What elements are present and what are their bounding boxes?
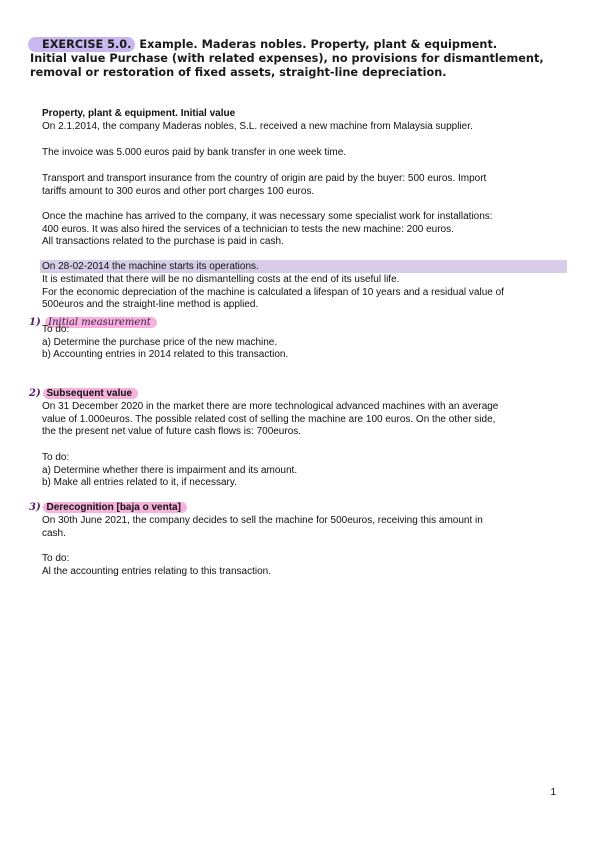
paragraph-5-line-1: It is estimated that there will be no dismantelling costs at the end of its useful life. <box>42 274 400 285</box>
part-1-item-b: b) Accounting entries in 2014 related to this transaction. <box>42 349 289 360</box>
part-3-header <box>29 502 187 515</box>
part-3-number: 3) <box>29 502 41 513</box>
paragraph-3 <box>42 173 568 198</box>
part-1-label: Initial measurement <box>45 317 157 328</box>
title-line-1 <box>30 38 575 52</box>
paragraph-3-line-1: Transport and transport insurance from the country of origin are paid by the buyer: 500 euros. Import <box>42 173 487 184</box>
paragraph-4-line-3: All transactions related to the purchase is paid in cash. <box>42 236 284 247</box>
title-highlight: EXERCISE 5.0. <box>28 37 135 52</box>
paragraph-4 <box>42 211 568 249</box>
part-3-item-a: Al the accounting entries relating to this transaction. <box>42 565 272 577</box>
part-3-label: Derecognition [baja o venta] <box>43 502 186 513</box>
paragraph-4-line-1: Once the machine has arrived to the company, it was necessary some specialist work for installations: <box>42 211 493 222</box>
paragraph-4-line-2: 400 euros. It was also hired the services of a technician to tests the new machine: 200 euros. <box>42 223 454 235</box>
paragraph-5 <box>42 274 568 312</box>
part-2-line-1: On 31 December 2020 in the market there are more technological advanced machines with an average <box>42 401 499 412</box>
exercise-title <box>30 38 575 80</box>
part-3-body <box>42 515 568 540</box>
title-line-2: Initial value Purchase (with related expenses), no provisions for dismantlement, <box>30 52 544 65</box>
section-heading: Property, plant & equipment. Initial value <box>42 108 236 119</box>
paragraph-5-line-3: 500euros and the straight-line method is applied. <box>42 299 259 310</box>
part-2-line-2: value of 1.000euros. The possible related cost of selling the machine are 100 euros. On the other side, <box>42 413 496 425</box>
paragraph-1: On 2.1.2014, the company Maderas nobles, S.L. received a new machine from Malaysia supplier. <box>42 121 473 132</box>
part-2-tasks <box>42 452 568 490</box>
part-2-todo: To do: <box>42 452 70 463</box>
part-2-line-3: the the present net value of future cash flows is: 700euros. <box>42 426 302 437</box>
page-number: 1 <box>550 787 556 798</box>
part-3-line-2: cash. <box>42 527 66 539</box>
title-line-3: removal or restoration of fixed assets, straight-line depreciation. <box>30 66 447 79</box>
paragraph-3-line-2: tariffs amount to 300 euros and other port charges 100 euros. <box>42 185 315 197</box>
part-2-body <box>42 401 568 439</box>
part-2-item-a: a) Determine whether there is impairment and its amount. <box>42 464 298 476</box>
part-3-todo: To do: <box>42 553 70 564</box>
part-1-todo: To do: <box>42 324 70 335</box>
title-line-1-rest: Example. Maderas nobles. Property, plant & equipment. <box>135 38 498 51</box>
part-1-body <box>42 324 568 362</box>
part-2-item-b: b) Make all entries related to it, if necessary. <box>42 477 237 488</box>
operations-start: On 28-02-2014 the machine starts its operations. <box>42 261 259 272</box>
part-2-label: Subsequent value <box>43 388 138 399</box>
part-2-header <box>29 388 138 401</box>
part-1-item-a: a) Determine the purchase price of the new machine. <box>42 336 278 348</box>
paragraph-2: The invoice was 5.000 euros paid by bank transfer in one week time. <box>42 147 347 158</box>
part-1-number: 1) <box>29 317 41 328</box>
part-2-number: 2) <box>29 388 41 399</box>
paragraph-5-line-2: For the economic depreciation of the machine is calculated a lifespan of 10 years and a residual value of <box>42 286 504 298</box>
part-3-line-1: On 30th June 2021, the company decides to sell the machine for 500euros, receiving this amount in <box>42 515 483 526</box>
part-3-tasks <box>42 553 568 578</box>
